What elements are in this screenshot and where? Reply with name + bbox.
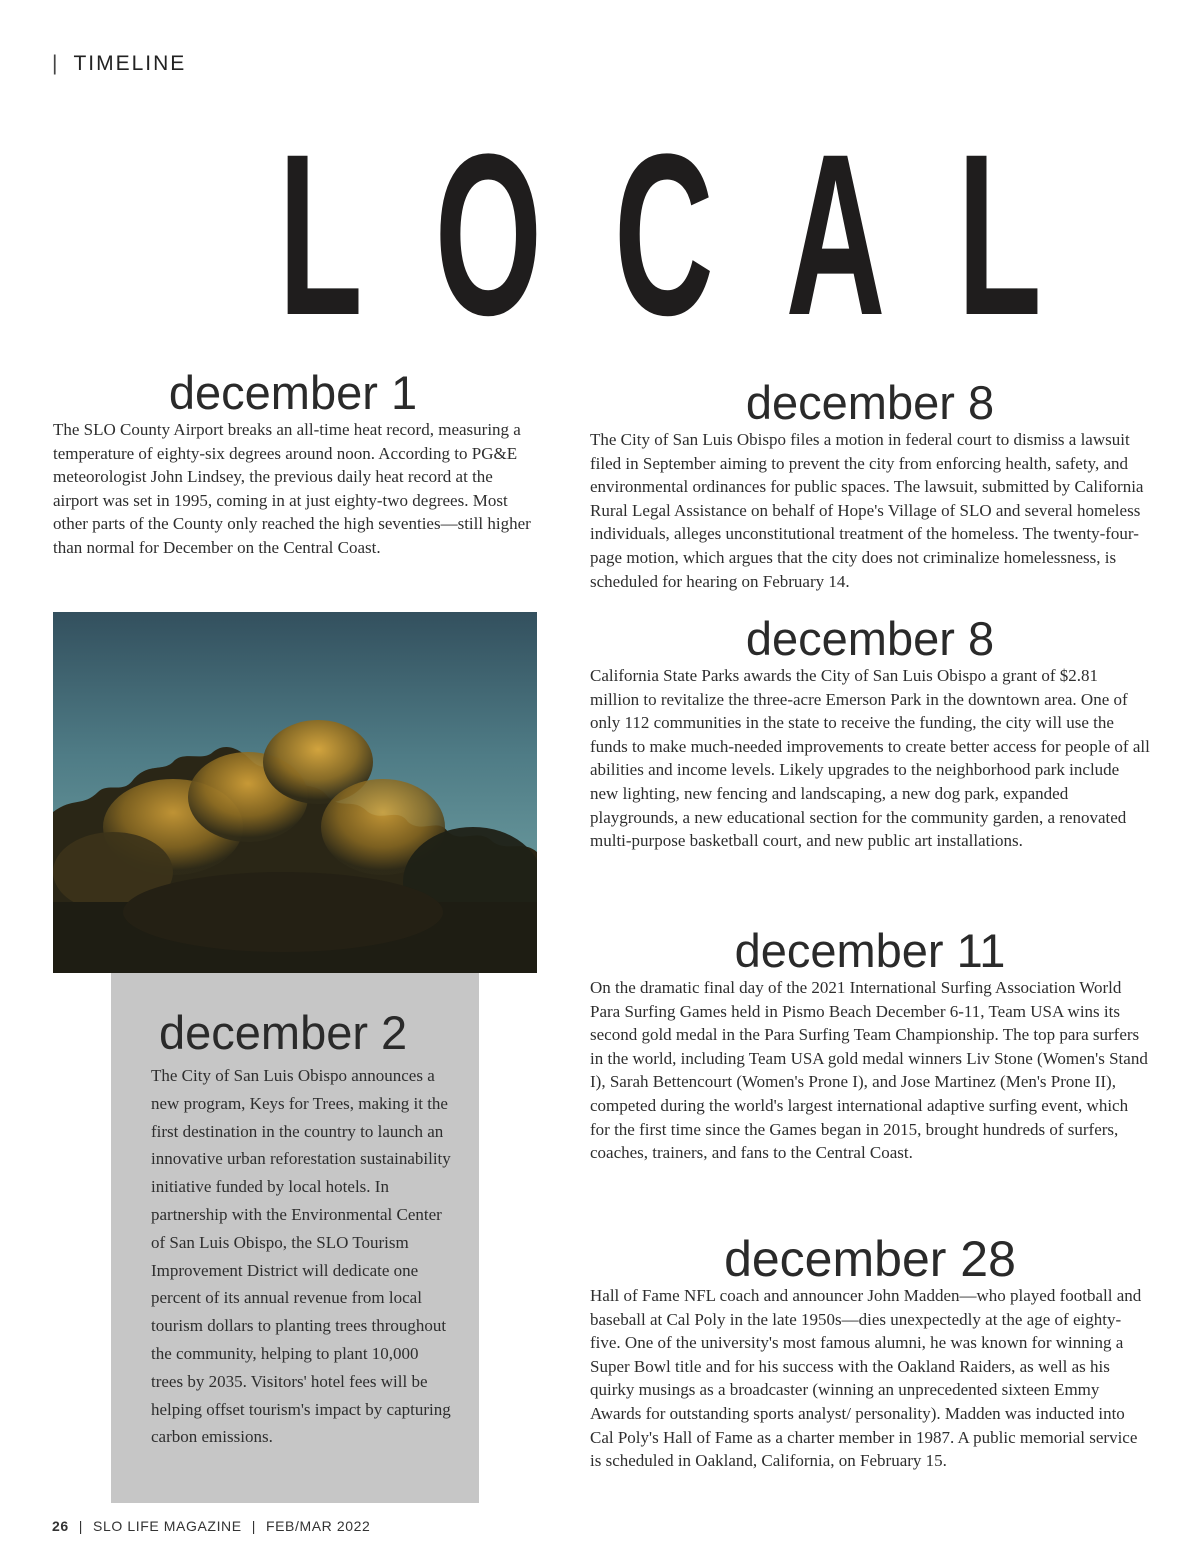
timeline-entry-dec2 xyxy=(151,1008,451,1451)
page-footer xyxy=(52,1518,370,1534)
entry-text: On the dramatic final day of the 2021 International Surfing Association World Para Surfing Games held in Pismo Beach December 6-11, Team USA wins its second gold medal in the Para Surfing Team Championship. The top para surfers in the world, including Team USA gold medal winners Liv Stone (Women's Stand I), Sarah Bettencourt (Women's Prone I), and Jose Martinez (Men's Prone II), competed during the world's largest international adaptive surfing event, which for the first time since the Games began in 2015, brought hundreds of surfers, coaches, trainers, and fans to the Central Coast. xyxy=(590,978,1148,1163)
timeline-entry-dec1 xyxy=(53,368,533,560)
entry-date: december 8 xyxy=(745,612,995,665)
tree-photo xyxy=(53,612,537,973)
entry-date: december 8 xyxy=(745,376,995,429)
timeline-entry-dec28 xyxy=(590,1231,1150,1473)
entry-text: Hall of Fame NFL coach and announcer John Madden—who played football and baseball at Cal Poly in the late 1950s—dies unexpectedly at the age of eighty-five. One of the university's most famous alumni, he was known for winning a Super Bowl title and for his success with the Oakland Raiders, as well as his quirky musings as a broadcaster (winning an unprecedented sixteen Emmy Awards for outstanding sports analyst/ personality). Madden was inducted into Cal Poly's Hall of Fame as a charter member in 1987. A public memorial service is scheduled in Oakland, California, on February 15. xyxy=(590,1286,1142,1471)
entry-date: december 28 xyxy=(724,1231,1016,1287)
entry-date: december 11 xyxy=(734,924,1006,977)
entry-text: The SLO County Airport breaks an all-time heat record, measuring a temperature of eighty-six degrees around noon. According to PG&E meteorologist John Lindsey, the previous daily heat record at the airport was set in 1995, coming in at just eighty-two degrees. Most other parts of the County only reached the high seventies—still higher than normal for December on the Central Coast. xyxy=(53,420,531,557)
tree-canopy-image xyxy=(53,612,537,973)
timeline-entry-dec8-lawsuit xyxy=(590,378,1150,593)
entry-date: december 1 xyxy=(168,366,418,419)
issue-date: FEB/MAR 2022 xyxy=(265,1518,371,1534)
entry-text: The City of San Luis Obispo announces a new program, Keys for Trees, making it the first destination in the country to launch an innovative urban reforestation sustainability initiative funded by local hotels. In partnership with the Environmental Center of San Luis Obispo, the SLO Tourism Improvement District will dedicate one percent of its annual revenue from local tourism dollars to planting trees throughout the community, helping to plant 10,000 trees by 2035. Visitors' hotel fees will be helping offset tourism's impact by capturing carbon emissions. xyxy=(151,1066,451,1447)
page-number: 26 xyxy=(52,1518,69,1534)
section-name: TIMELINE xyxy=(73,52,187,75)
divider: | xyxy=(78,1518,84,1534)
divider: | xyxy=(52,52,60,75)
page-title-text: LOCAL xyxy=(278,106,1114,363)
section-label xyxy=(52,52,186,76)
entry-date: december 2 xyxy=(159,1006,408,1059)
entry-text: California State Parks awards the City of San Luis Obispo a grant of $2.81 million to revitalize the three-acre Emerson Park in the downtown area. One of only 112 communities in the state to receive the funding, the city will use the funds to make much-needed improvements to create better access for people of all abilities and income levels. Likely upgrades to the neighborhood park include new lighting, new fencing and landscaping, a new dog park, expanded playgrounds, a new educational section for the community garden, a renovated multi-purpose basketball court, and new public art installations. xyxy=(590,666,1150,851)
divider: | xyxy=(251,1518,256,1534)
entry-text: The City of San Luis Obispo files a motion in federal court to dismiss a lawsuit filed in September aiming to prevent the city from enforcing health, safety, and environmental ordinances for public spaces. The lawsuit, submitted by California Rural Legal Assistance on behalf of Hope's Village of SLO and several homeless individuals, alleges unconstitutional treatment of the homeless. The twenty-four-page motion, which argues that the city does not criminalize homelessness, is scheduled for hearing on February 14. xyxy=(590,430,1144,591)
timeline-entry-dec8-park xyxy=(590,614,1150,853)
timeline-entry-dec11 xyxy=(590,926,1150,1165)
page-title xyxy=(0,106,1200,363)
magazine-name: SLO LIFE MAGAZINE xyxy=(93,1518,242,1534)
